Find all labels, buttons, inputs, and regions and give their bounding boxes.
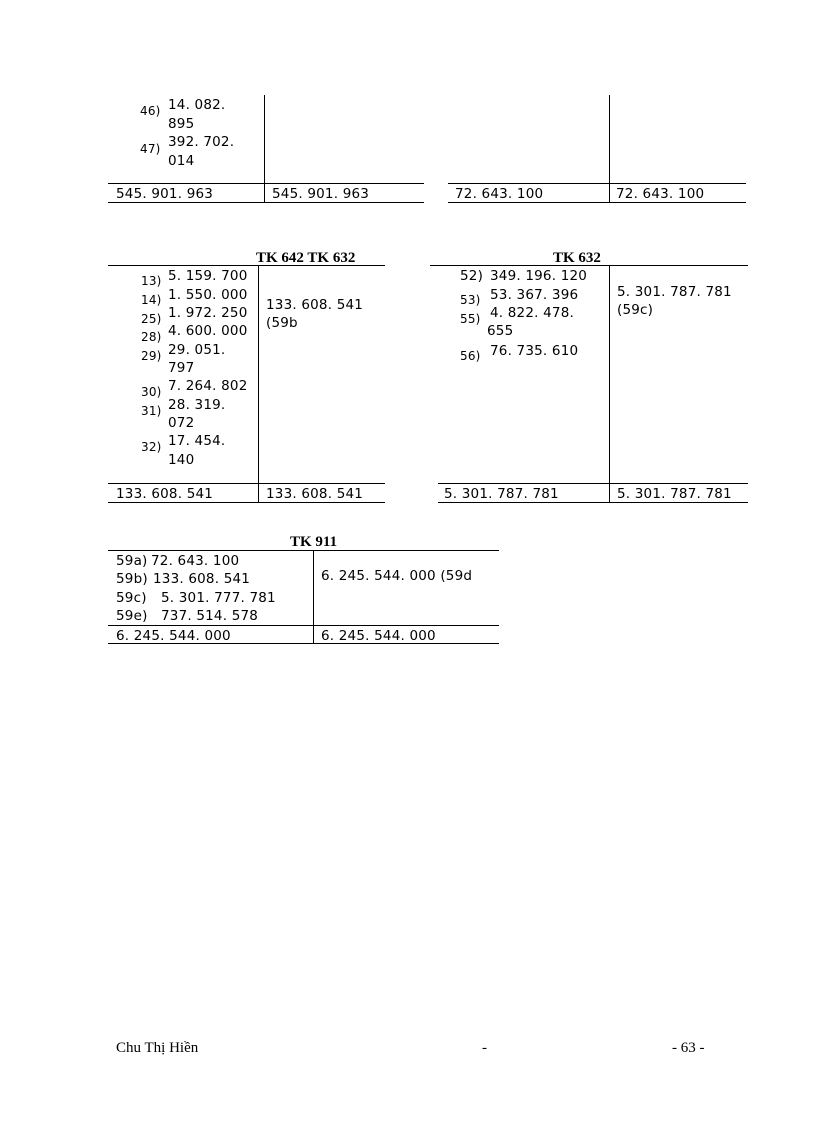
entry-ref: 59c) xyxy=(116,590,147,606)
entry-ref: 13) xyxy=(141,274,162,288)
total-rule-bottom xyxy=(108,643,499,644)
entry-amount: 4. 600. 000 xyxy=(168,323,248,339)
total-rule-top xyxy=(108,625,499,626)
entry-amount: 14. 082. xyxy=(168,97,226,113)
entry-amount-cont: 014 xyxy=(168,153,195,169)
entry-ref: 25) xyxy=(141,312,162,326)
total-credit: 6. 245. 544. 000 xyxy=(321,628,436,644)
entry-amount: 349. 196. 120 xyxy=(490,268,588,284)
entry-ref: 59e) xyxy=(116,608,148,624)
footer-author: Chu Thị Hiền xyxy=(116,1040,199,1056)
entry-ref: 55) xyxy=(460,312,481,326)
total-rule-top xyxy=(438,483,748,484)
credit-ref: (59b xyxy=(266,315,298,331)
account-header-rule xyxy=(108,265,385,266)
total-rule-bottom xyxy=(438,502,748,503)
credit-amount: 6. 245. 544. 000 (59d xyxy=(321,568,473,584)
credit-amount: 5. 301. 787. 781 xyxy=(617,284,732,300)
entry-amount: 5. 301. 777. 781 xyxy=(161,590,276,606)
entry-ref: 32) xyxy=(141,440,162,454)
entry-amount: 53. 367. 396 xyxy=(490,287,579,303)
entry-amount: 133. 608. 541 xyxy=(153,571,251,587)
total-debit: 72. 643. 100 xyxy=(455,186,544,202)
total-credit: 5. 301. 787. 781 xyxy=(617,486,732,502)
entry-amount: 17. 454. xyxy=(168,433,226,449)
entry-ref: 59a) xyxy=(116,553,148,569)
total-debit: 6. 245. 544. 000 xyxy=(116,628,231,644)
account-title: TK 911 xyxy=(290,534,338,550)
credit-amount: 133. 608. 541 xyxy=(266,297,364,313)
entry-ref: 30) xyxy=(141,385,162,399)
column-divider xyxy=(609,95,610,202)
entry-amount: 28. 319. xyxy=(168,397,226,413)
entry-amount: 5. 159. 700 xyxy=(168,268,248,284)
entry-amount-cont: 895 xyxy=(168,116,195,132)
total-rule-bottom xyxy=(448,202,746,203)
entry-amount-cont: 140 xyxy=(168,452,195,468)
total-debit: 133. 608. 541 xyxy=(116,486,214,502)
entry-ref: 53) xyxy=(460,293,481,307)
entry-ref: 28) xyxy=(141,330,162,344)
entry-amount: 29. 051. xyxy=(168,342,226,358)
entry-amount-cont: 072 xyxy=(168,415,195,431)
entry-amount: 7. 264. 802 xyxy=(168,378,248,394)
column-divider xyxy=(313,550,314,643)
column-divider xyxy=(258,265,259,502)
total-credit: 545. 901. 963 xyxy=(272,186,370,202)
entry-amount: 4. 822. 478. xyxy=(490,305,574,321)
total-rule-bottom xyxy=(108,502,385,503)
account-header-rule xyxy=(430,265,748,266)
entry-ref: 47) xyxy=(140,142,161,156)
total-debit: 545. 901. 963 xyxy=(116,186,214,202)
entry-amount: 737. 514. 578 xyxy=(161,608,259,624)
account-header-rule xyxy=(108,550,499,551)
entry-amount: 1. 972. 250 xyxy=(168,305,248,321)
account-title: TK 642 TK 632 xyxy=(256,250,356,266)
entry-ref: 14) xyxy=(141,293,162,307)
entry-ref: 29) xyxy=(141,349,162,363)
total-debit: 5. 301. 787. 781 xyxy=(444,486,559,502)
entry-amount: 392. 702. xyxy=(168,134,235,150)
column-divider xyxy=(609,265,610,502)
total-rule-top xyxy=(108,483,385,484)
entry-amount: 1. 550. 000 xyxy=(168,287,248,303)
credit-ref: (59c) xyxy=(617,302,654,318)
total-rule-bottom xyxy=(108,202,424,203)
entry-amount: 76. 735. 610 xyxy=(490,343,579,359)
entry-amount: 72. 643. 100 xyxy=(151,553,240,569)
total-credit: 133. 608. 541 xyxy=(266,486,364,502)
account-title: TK 632 xyxy=(553,250,601,266)
entry-ref: 46) xyxy=(140,104,161,118)
page-number: - 63 - xyxy=(672,1040,705,1056)
entry-amount-cont: 797 xyxy=(168,360,195,376)
column-divider xyxy=(264,95,265,202)
entry-amount-cont: 655 xyxy=(487,323,514,339)
total-credit: 72. 643. 100 xyxy=(616,186,705,202)
total-rule-top xyxy=(108,183,424,184)
entry-ref: 52) xyxy=(460,268,484,284)
total-rule-top xyxy=(448,183,746,184)
entry-ref: 31) xyxy=(141,404,162,418)
entry-ref: 59b) xyxy=(116,571,148,587)
entry-ref: 56) xyxy=(460,349,481,363)
footer-separator: - xyxy=(482,1040,487,1056)
